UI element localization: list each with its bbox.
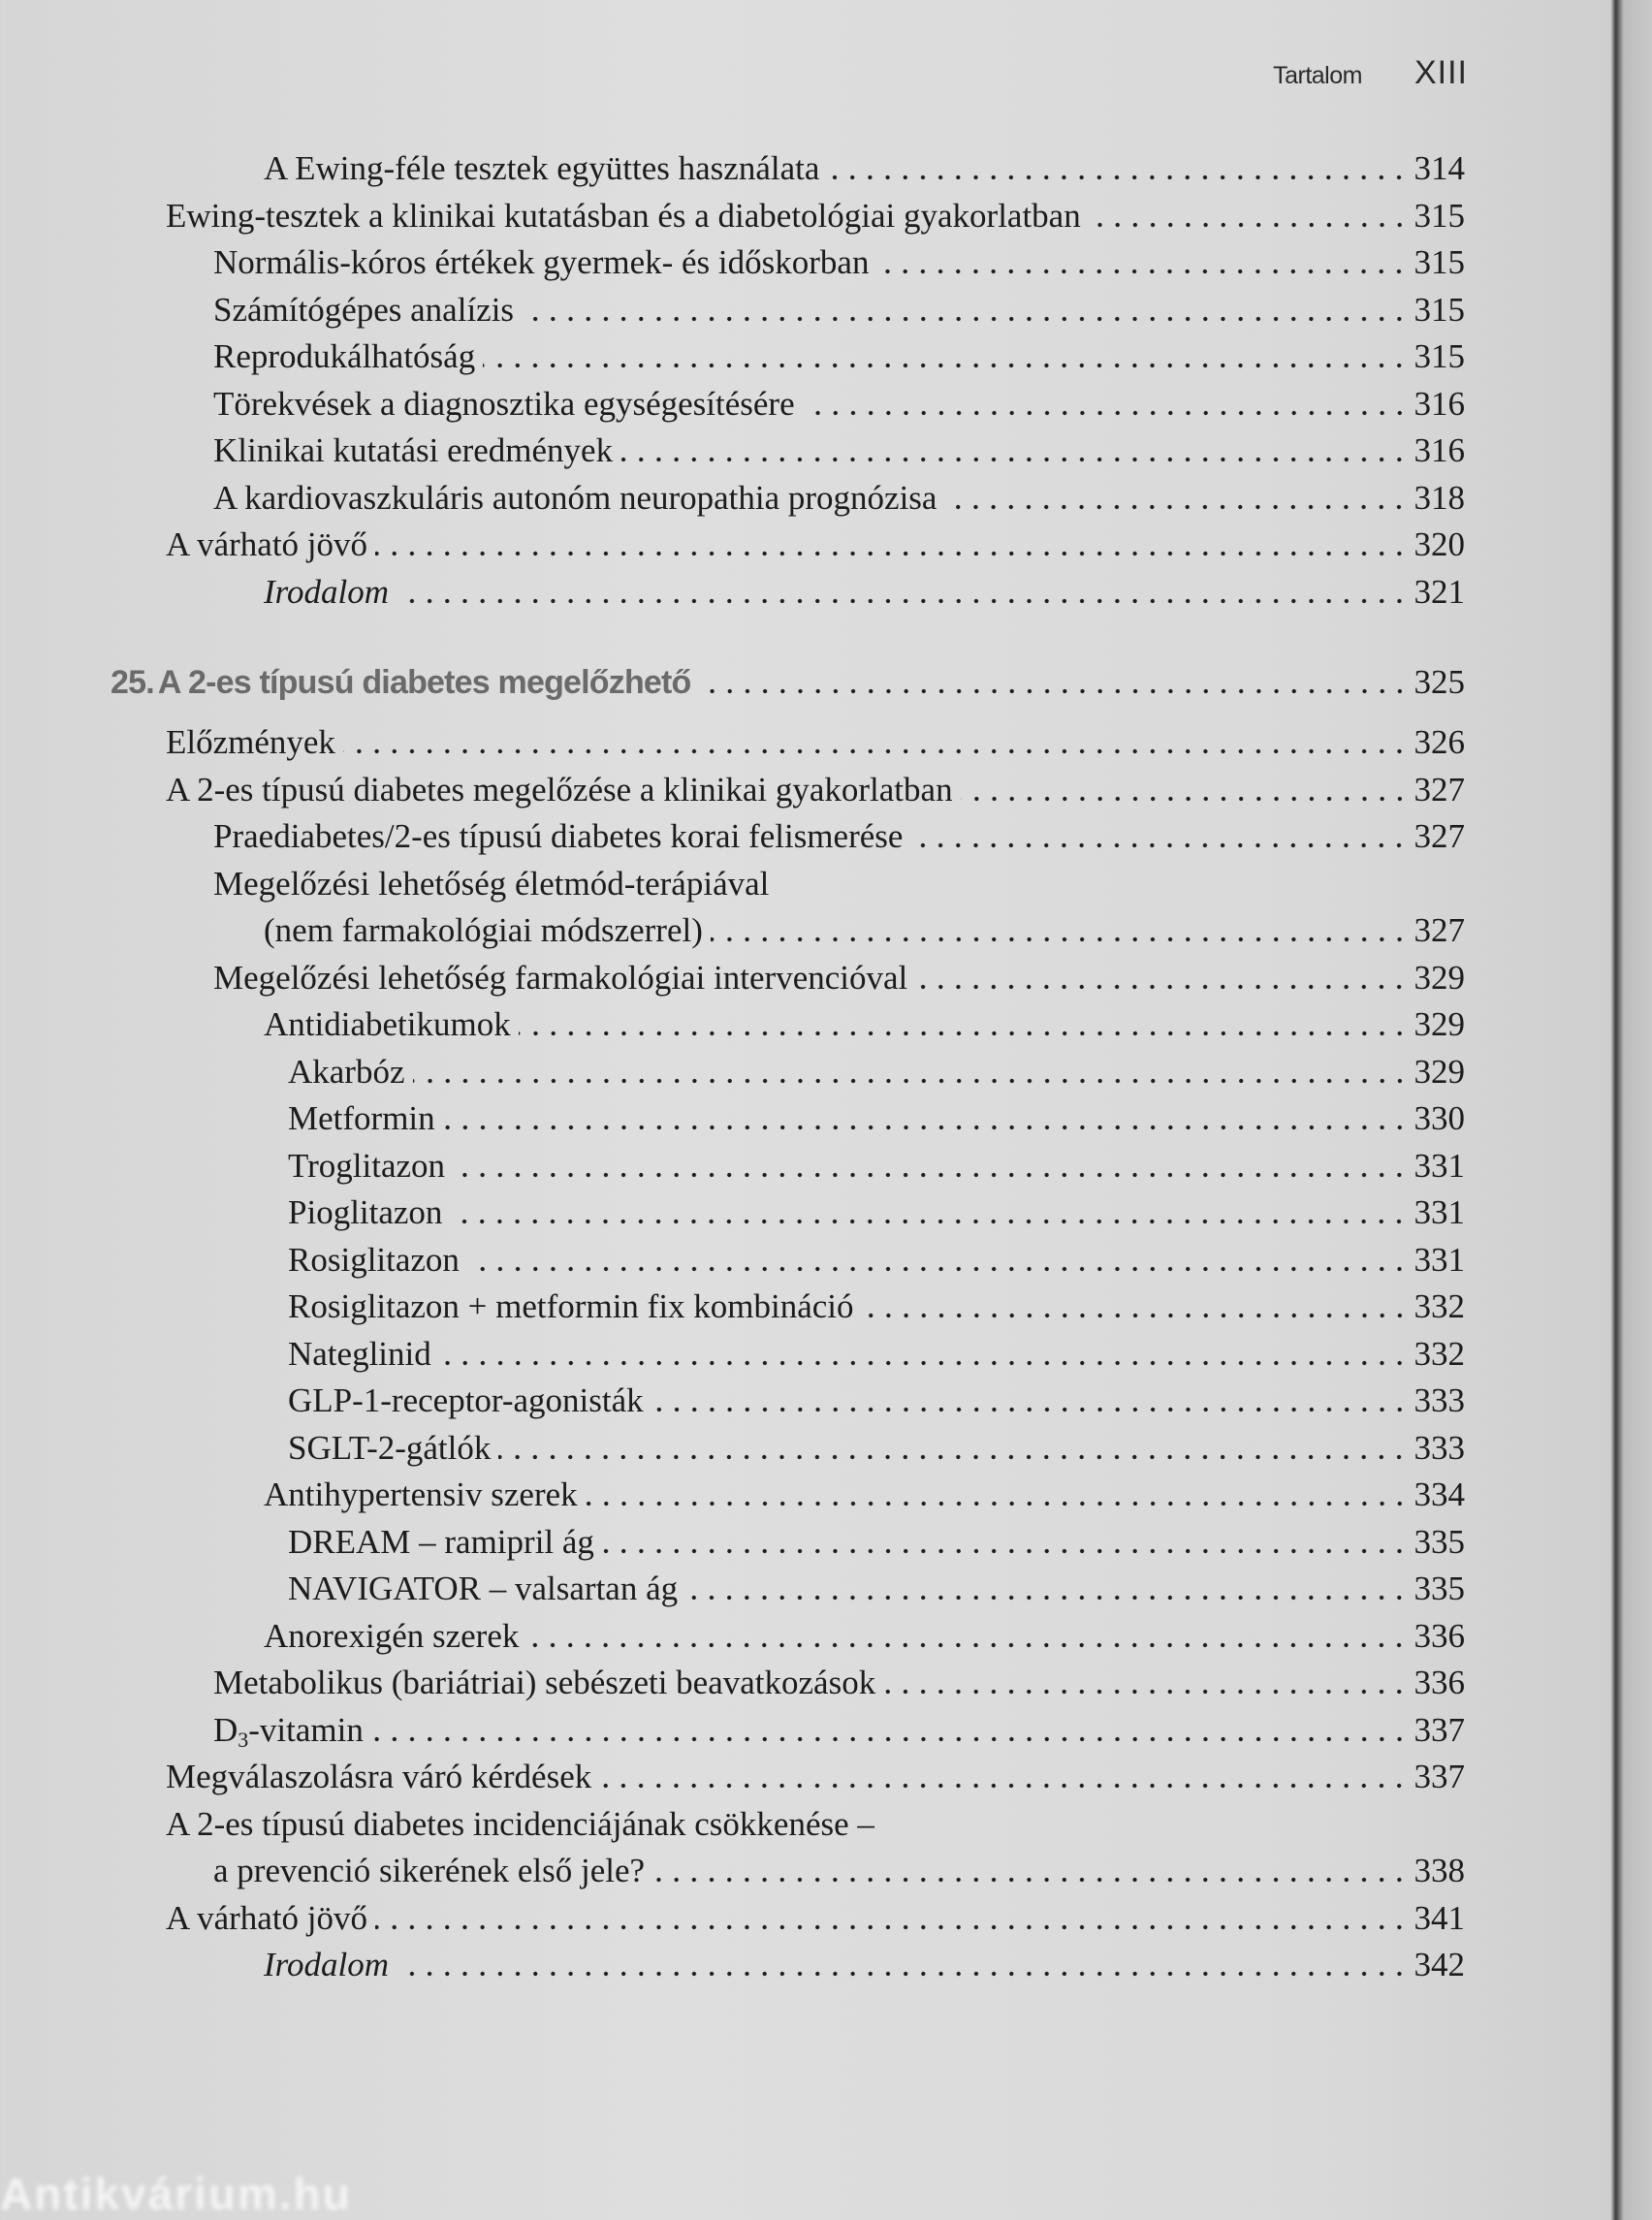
toc-entry-page: 327 (1414, 911, 1465, 949)
toc-entry-page: 315 (1414, 243, 1465, 281)
toc-entry-text: Törekvések a diagnosztika egységesítésére (213, 384, 795, 423)
toc-entry-text: Számítógépes analízis (213, 290, 515, 329)
toc-entry-title (264, 1005, 519, 1044)
dot-leader (343, 723, 1409, 762)
toc-entry[interactable] (0, 565, 1465, 612)
toc-entry[interactable] (0, 1421, 1465, 1468)
dot-leader (651, 1381, 1409, 1420)
toc-entry-page: 336 (1414, 1616, 1465, 1655)
toc-entry-page: 318 (1414, 478, 1465, 517)
toc-entry-text: A várható jövő (166, 525, 368, 563)
dot-leader (371, 1711, 1409, 1750)
toc-entry[interactable] (0, 1280, 1465, 1326)
dot-leader (685, 1570, 1408, 1608)
toc-entry-title (264, 1475, 586, 1514)
toc-entry[interactable] (0, 715, 1465, 762)
toc-entry-text: Rosiglitazon (288, 1240, 460, 1279)
dot-leader (498, 1429, 1408, 1468)
toc-entry[interactable] (0, 142, 1465, 188)
toc-entry[interactable] (0, 424, 1465, 470)
dot-leader (803, 385, 1409, 424)
toc-entry[interactable] (0, 1656, 1465, 1702)
toc-entry-title (213, 1711, 371, 1750)
toc-entry[interactable] (0, 1468, 1465, 1514)
chapter-title: A 2-es típusú diabetes megelőzhető (157, 664, 691, 701)
toc-entry[interactable] (0, 998, 1465, 1044)
toc-entry-title (213, 959, 915, 998)
toc-entry[interactable] (0, 1797, 1465, 1844)
toc-entry[interactable] (0, 951, 1465, 998)
toc-entry-text: DREAM – ramipril ág (288, 1522, 594, 1561)
toc-entry-text: Anorexigén szerek (264, 1616, 520, 1655)
toc-entry[interactable] (0, 857, 1465, 904)
toc-entry-title (166, 197, 1089, 236)
toc-entry-text: D (213, 1710, 238, 1749)
chapter-page: 325 (1414, 663, 1465, 701)
dot-leader (862, 1287, 1409, 1326)
toc-entry-page: 315 (1414, 337, 1465, 375)
watermark: Antikvárium.hu (0, 2169, 352, 2219)
toc-entry-title (288, 1147, 453, 1186)
toc-entry-title (166, 525, 375, 564)
toc-entry-text: Troglitazon (288, 1146, 446, 1185)
dot-leader (375, 525, 1408, 564)
toc-entry[interactable] (0, 1045, 1465, 1092)
dot-leader (827, 149, 1408, 188)
toc-entry[interactable] (0, 1750, 1465, 1796)
dot-leader (944, 479, 1408, 518)
toc-entry-title (288, 1381, 651, 1420)
toc-entry-text: Normális-kóros értékek gyermek- és időskorban (213, 243, 870, 281)
dot-leader (876, 243, 1408, 282)
dot-leader (467, 1241, 1409, 1280)
toc-entry-title (166, 771, 961, 809)
toc-entry-text: GLP-1-receptor-agonisták (288, 1381, 644, 1419)
toc-entry-page: 333 (1414, 1381, 1465, 1419)
toc-entry-text: (nem farmakológiai módszerrel) (264, 911, 703, 949)
toc-entry-title (166, 1899, 375, 1938)
toc-entry-text: Reprodukálhatóság (213, 337, 476, 375)
toc-entry-page: 327 (1414, 770, 1465, 809)
toc-entry-page: 329 (1414, 958, 1465, 997)
toc-entry-title (288, 1570, 685, 1608)
toc-entry-title (288, 1193, 450, 1232)
toc-entry-title (264, 149, 827, 188)
toc-entry-title (166, 1758, 599, 1796)
toc-entry-text: Metformin (288, 1099, 435, 1137)
toc-entry-title (288, 1241, 467, 1280)
dot-leader (439, 1335, 1409, 1374)
dot-leader (450, 1193, 1408, 1232)
toc-entry-text: Klinikai kutatási eredmények (213, 431, 614, 469)
dot-leader (699, 663, 1409, 702)
toc-entry-page: 330 (1414, 1099, 1465, 1137)
toc-entry-page: 337 (1414, 1710, 1465, 1749)
toc-entry[interactable] (0, 1327, 1465, 1374)
toc-entry-text: Megválaszolásra váró kérdések (166, 1758, 592, 1795)
toc-entry[interactable] (0, 189, 1465, 236)
dot-leader (602, 1523, 1409, 1562)
toc-entry-page: 314 (1414, 149, 1465, 187)
dot-leader (915, 959, 1408, 998)
toc-entry-page: 331 (1414, 1193, 1465, 1231)
toc-entry[interactable] (0, 1139, 1465, 1186)
toc-entry-title (264, 1617, 526, 1656)
toc-entry-page: 331 (1414, 1146, 1465, 1185)
toc-entry-text: A Ewing-féle tesztek együttes használata (264, 149, 820, 187)
toc-entry-page: 326 (1414, 723, 1465, 761)
dot-leader (652, 1852, 1408, 1890)
toc-entry-text: Irodalom (264, 1946, 389, 1983)
toc-entry-title (264, 1946, 397, 1984)
dot-leader (397, 1946, 1409, 1984)
toc-entry[interactable] (0, 763, 1465, 809)
toc-entry-title (213, 337, 483, 376)
toc-entry-title (213, 817, 910, 856)
toc-entry-title (213, 243, 876, 282)
dot-leader (711, 911, 1409, 950)
toc-entry-title (288, 1523, 602, 1562)
toc-entry[interactable] (0, 330, 1465, 376)
toc-entry-page: 335 (1414, 1570, 1465, 1607)
chapter-heading[interactable] (0, 655, 1465, 702)
dot-leader (910, 817, 1408, 856)
toc-entry-text: Irodalom (264, 572, 389, 611)
toc-entry[interactable] (0, 1233, 1465, 1280)
toc-entry-page: 329 (1414, 1005, 1465, 1043)
toc-entry-page: 321 (1414, 572, 1465, 611)
toc-entry-text: Praediabetes/2-es típusú diabetes korai felismerése (213, 817, 904, 855)
dot-leader (620, 431, 1408, 470)
toc-entry-title (288, 1335, 439, 1374)
dot-leader (1089, 197, 1409, 236)
toc-entry-text: Akarbóz (288, 1052, 405, 1091)
toc-entry-text: Nateglinid (288, 1334, 431, 1373)
toc-entry-title (213, 1664, 883, 1702)
toc-entry-text: A kardiovaszkuláris autonóm neuropathia prognózisa (213, 478, 937, 517)
toc-entry-text: SGLT-2-gátlók (288, 1428, 492, 1467)
toc-entry-text: a prevenció sikerének első jele? (213, 1852, 646, 1889)
toc-entry-page: 316 (1414, 431, 1465, 469)
toc-entry[interactable] (0, 904, 1465, 950)
toc-entry-page: 320 (1414, 525, 1465, 563)
toc-entry-title (166, 1805, 882, 1844)
toc-entry-text-after: -vitamin (248, 1710, 364, 1749)
dot-leader (443, 1099, 1409, 1138)
toc-entry-title (213, 431, 620, 470)
toc-entry-page: 338 (1414, 1852, 1465, 1889)
toc-entry-page: 327 (1414, 817, 1465, 855)
toc-entry-page: 337 (1414, 1758, 1465, 1795)
toc-entry-text: Pioglitazon (288, 1193, 443, 1231)
running-header-page-number: XIII (1414, 54, 1468, 91)
toc-entry[interactable] (0, 377, 1465, 424)
toc-entry-page: 336 (1414, 1664, 1465, 1701)
toc-entry[interactable] (0, 1515, 1465, 1562)
toc-entry-text: A 2-es típusú diabetes megelőzése a klinikai gyakorlatban (166, 770, 953, 809)
toc-entry-page: 316 (1414, 384, 1465, 423)
toc-entry-text: Ewing-tesztek a klinikai kutatásban és a diabetológiai gyakorlatban (166, 196, 1081, 235)
toc-entry-title (288, 1429, 498, 1468)
dot-leader (522, 291, 1408, 330)
chapter-number: 25. (111, 664, 154, 701)
toc-entry[interactable] (0, 1562, 1465, 1608)
toc-entry-title (288, 1099, 443, 1138)
toc-entry[interactable] (0, 471, 1465, 518)
toc-entry-title (213, 865, 777, 904)
running-header-section: Tartalom (1273, 62, 1362, 89)
toc-entry-subscript: 3 (238, 1727, 249, 1752)
dot-leader (397, 573, 1409, 612)
toc-entry[interactable] (0, 1092, 1465, 1138)
toc-entry-title (288, 1287, 862, 1326)
toc-entry-text: Metabolikus (bariátriai) sebészeti beavatkozások (213, 1664, 876, 1701)
dot-leader (519, 1005, 1409, 1044)
toc-entry-page: 332 (1414, 1334, 1465, 1373)
dot-leader (599, 1758, 1408, 1796)
toc-entry-title (213, 385, 803, 424)
toc-entry[interactable] (0, 1938, 1465, 1984)
toc-entry[interactable] (0, 518, 1465, 564)
dot-leader (883, 1664, 1408, 1702)
dot-leader (413, 1053, 1409, 1092)
toc-entry-page: 341 (1414, 1898, 1465, 1937)
toc-entry-page: 315 (1414, 290, 1465, 329)
toc-entry[interactable] (0, 1609, 1465, 1656)
dot-leader (961, 771, 1409, 809)
toc-entry[interactable] (0, 1374, 1465, 1420)
toc-entry-text: Előzmények (166, 723, 335, 761)
toc-entry-text: Antihypertensiv szerek (264, 1475, 578, 1513)
toc-entry-page: 334 (1414, 1475, 1465, 1513)
toc-entry-title (288, 1053, 413, 1092)
toc-entry-page: 331 (1414, 1240, 1465, 1279)
toc-entry-title (213, 479, 944, 518)
chapter-title-wrap (111, 663, 699, 702)
toc-entry[interactable] (0, 1186, 1465, 1232)
dot-leader (453, 1147, 1408, 1186)
toc-entry-page: 329 (1414, 1052, 1465, 1091)
toc-entry-text: A várható jövő (166, 1898, 368, 1937)
toc-entry-page: 335 (1414, 1522, 1465, 1561)
toc-entry-text: Megelőzési lehetőség életmód-terápiával (213, 864, 770, 903)
dot-leader (526, 1617, 1408, 1656)
toc-entry[interactable] (0, 283, 1465, 330)
toc-entry-text: NAVIGATOR – valsartan ág (288, 1570, 679, 1607)
toc-entry-page: 332 (1414, 1287, 1465, 1325)
toc-entry-text: A 2-es típusú diabetes incidenciájának csökkenése – (166, 1804, 874, 1843)
toc-entry-title (264, 911, 711, 950)
dot-leader (586, 1475, 1409, 1514)
toc-entry-page: 333 (1414, 1428, 1465, 1467)
toc-entry[interactable] (0, 809, 1465, 856)
toc-entry-text: Rosiglitazon + metformin fix kombináció (288, 1287, 854, 1325)
toc-entry-page: 315 (1414, 196, 1465, 235)
toc-entry-text: Megelőzési lehetőség farmakológiai intervencióval (213, 958, 908, 997)
toc-entry[interactable] (0, 1703, 1465, 1750)
toc-entry-title (213, 291, 522, 330)
toc-entry-text: Antidiabetikumok (264, 1005, 511, 1043)
toc-entry-page: 342 (1414, 1946, 1465, 1983)
dot-leader (375, 1899, 1408, 1938)
toc-entry[interactable] (0, 1844, 1465, 1890)
toc-entry[interactable] (0, 236, 1465, 282)
dot-leader (483, 337, 1408, 376)
toc-entry-title (264, 573, 397, 612)
toc-entry-title (213, 1852, 652, 1890)
toc-entry[interactable] (0, 1891, 1465, 1938)
toc-entry-title (166, 723, 343, 762)
running-header (1273, 54, 1468, 92)
